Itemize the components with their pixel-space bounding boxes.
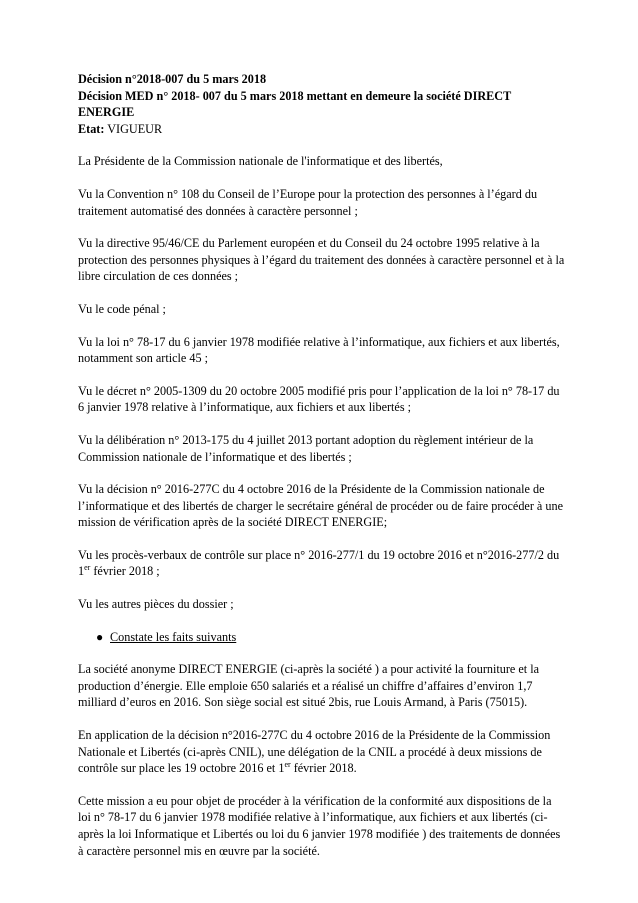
application-text-1: En application de la décision n°2016-277C du 4 octobre 2016 de la Présidente de la Commission Nationale et Libertés (ci-après CNIL), une délégation de la CNIL a procédé à deux missions de contrôle sur place les 19 octobre 2016 et 1 [78, 728, 551, 776]
paragraph-proces-verbaux [78, 547, 565, 580]
application-text-2: février 2018. [290, 761, 357, 776]
paragraph-deliberation: Vu la délibération n° 2013-175 du 4 juillet 2013 portant adoption du règlement intérieur de la Commission nationale de l’informatique et des libertés ; [78, 432, 534, 464]
decision-state [78, 121, 565, 138]
bullet-icon: ● [96, 629, 104, 644]
paragraph-president: La Présidente de la Commission nationale de l'informatique et des libertés, [78, 154, 443, 169]
paragraph-autres-pieces: Vu les autres pièces du dossier ; [78, 597, 234, 612]
document-body [78, 71, 565, 875]
paragraph-loi: Vu la loi n° 78-17 du 6 janvier 1978 modifiée relative à l’informatique, aux fichiers et aux libertés, notamment son article 45 ; [78, 334, 560, 366]
decision-number: Décision n°2018-007 du 5 mars 2018 [78, 72, 267, 86]
pv-text-2: février 2018 ; [90, 564, 160, 579]
paragraph-societe: La société anonyme DIRECT ENERGIE (ci-après la société ) a pour activité la fourniture et la production d’énergie. Elle emploie 650 salariés et a réalisé un chiffre d’affaires d’environ 1,7 milliard d’euros en 2016. Son siège social est situé 2bis, rue Louis Armand, à Paris (75015). [78, 662, 540, 710]
paragraph-code-penal: Vu le code pénal ; [78, 301, 166, 316]
decision-header [78, 71, 565, 137]
paragraph-directive: Vu la directive 95/46/CE du Parlement européen et du Conseil du 24 octobre 1995 relative à la protection des personnes physiques à l’égard du traitement des données à caractère personnel et à la libre circulation de ces données ; [78, 236, 565, 284]
paragraph-decret: Vu le décret n° 2005-1309 du 20 octobre 2005 modifié pris pour l’application de la loi n° 78-17 du 6 janvier 1978 relative à l’informatique, aux fichiers et aux libertés ; [78, 383, 560, 415]
pv-text-1: Vu les procès-verbaux de contrôle sur place n° 2016-277/1 du 19 octobre 2016 et n°2016-277/2 du 1 [78, 547, 560, 579]
paragraph-decision: Vu la décision n° 2016-277C du 4 octobre 2016 de la Présidente de la Commission nationale de l’informatique et des libertés de charger le secrétaire général de procéder ou de faire procéder à une mission de vérification après de la société DIRECT ENERGIE; [78, 482, 563, 530]
state-value: VIGUEUR [107, 121, 163, 136]
paragraph-convention: Vu la Convention n° 108 du Conseil de l’Europe pour la protection des personnes à l’égard du traitement automatisé des données à caractère personnel ; [78, 186, 538, 218]
pv-superscript: er [84, 563, 91, 573]
paragraph-mission: Cette mission a eu pour objet de procéder à la vérification de la conformité aux dispositions de la loi n° 78-17 du 6 janvier 1978 modifiée relative à l’informatique, aux fichiers et aux libertés (ci-après la loi Informatique et Libertés ou loi du 6 janvier 1978 modifiée ) des traitements de données à caractère personnel mis en œuvre par la société. [78, 793, 561, 858]
paragraph-application [78, 727, 565, 777]
application-superscript: er [284, 760, 291, 770]
decision-title: Décision MED n° 2018- 007 du 5 mars 2018 mettant en demeure la société DIRECT ENERGIE [78, 88, 511, 120]
bullet-item [78, 629, 565, 646]
bullet-heading: Constate les faits suivants [110, 629, 237, 644]
state-label: Etat: [78, 121, 105, 136]
